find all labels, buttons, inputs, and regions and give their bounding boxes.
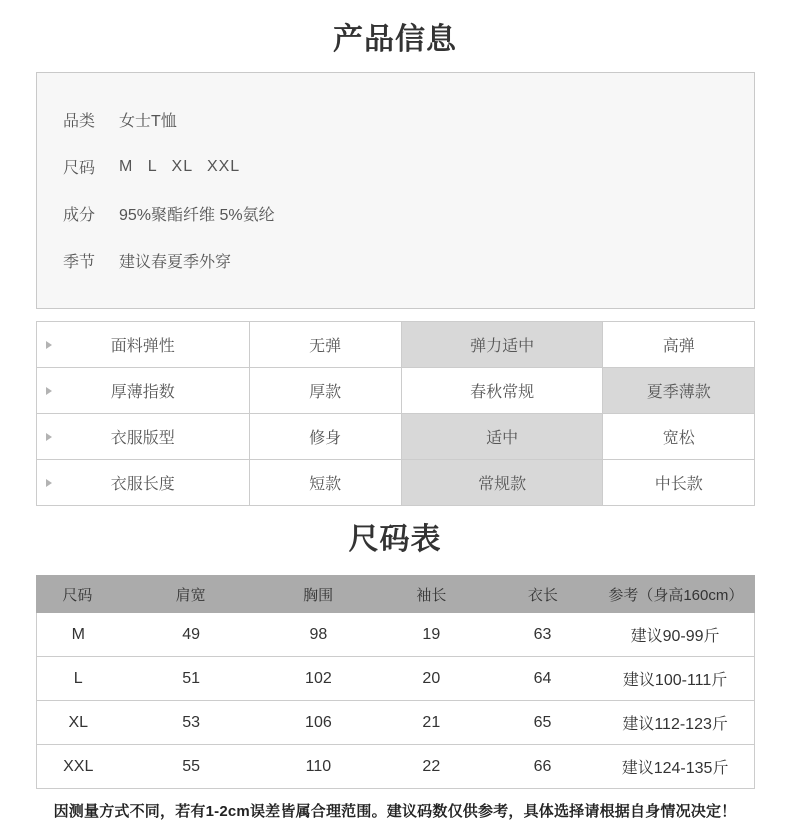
triangle-right-icon [46, 433, 52, 441]
attribute-option: 弹力适中 [470, 338, 535, 355]
cell-reference: 建议124-135斤 [621, 760, 729, 777]
info-value-category: 女士T恤 [119, 113, 177, 130]
size-table-body [36, 613, 755, 789]
table-row [37, 657, 754, 701]
attribute-option-cell [402, 368, 604, 414]
product-info-row [63, 237, 754, 284]
attribute-option-cell [250, 460, 402, 506]
attribute-option: 宽松 [662, 430, 695, 447]
attribute-name: 衣服版型 [110, 430, 175, 447]
attribute-option-cell [402, 460, 604, 506]
attribute-name-cell [37, 368, 250, 414]
attribute-option: 夏季薄款 [646, 384, 711, 401]
attribute-row-length [37, 460, 755, 506]
attribute-option: 春秋常规 [470, 384, 535, 401]
cell-garment-length: 63 [533, 625, 552, 643]
cell-shoulder: 49 [182, 625, 201, 643]
info-value-composition: 95%聚酯纤维 5%氨纶 [119, 207, 275, 224]
cell-reference: 建议100-111斤 [622, 672, 728, 689]
attribute-option: 修身 [309, 430, 342, 447]
header-sleeve: 袖长 [416, 586, 447, 604]
attribute-option: 适中 [486, 430, 519, 447]
attribute-name: 厚薄指数 [110, 384, 175, 401]
info-label-composition: 成分 [63, 207, 96, 224]
attribute-name-cell [37, 414, 250, 460]
attribute-table [36, 321, 755, 506]
attribute-option-cell [250, 368, 402, 414]
cell-garment-length: 64 [533, 669, 552, 687]
attribute-option-cell [250, 322, 402, 368]
cell-shoulder: 51 [182, 669, 201, 687]
attribute-option-cell [402, 414, 604, 460]
cell-sleeve: 19 [422, 625, 441, 643]
header-size: 尺码 [62, 586, 93, 604]
info-value-season: 建议春夏季外穿 [119, 254, 232, 271]
header-reference: 参考（身高160cm） [608, 586, 744, 604]
triangle-right-icon [46, 341, 52, 349]
size-table-header [36, 575, 755, 613]
attribute-name-cell [37, 460, 250, 506]
page-title: 产品信息 [333, 23, 457, 56]
cell-size: L [73, 669, 83, 687]
cell-size: XXL [63, 757, 94, 775]
cell-shoulder: 55 [182, 757, 201, 775]
attribute-name-cell [37, 322, 250, 368]
cell-bust: 106 [305, 713, 332, 731]
table-row [37, 745, 754, 789]
attribute-option-cell [603, 322, 754, 368]
cell-sleeve: 20 [422, 669, 441, 687]
size-chart-title: 尺码表 [348, 523, 442, 556]
size-table [36, 575, 755, 789]
cell-bust: 102 [305, 669, 332, 687]
cell-sleeve: 21 [422, 713, 441, 731]
measurement-disclaimer: 因测量方式不同，若有1-2cm误差皆属合理范围。建议码数仅供参考，具体选择请根据自身情况决定！ [53, 803, 737, 820]
info-label-season: 季节 [63, 254, 96, 271]
attribute-option-cell [402, 322, 604, 368]
info-label-size: 尺码 [63, 160, 96, 177]
header-garment-length: 衣长 [527, 586, 558, 604]
cell-bust: 110 [305, 757, 332, 775]
attribute-option-cell [250, 414, 402, 460]
attribute-option: 短款 [309, 476, 342, 493]
attribute-option: 中长款 [654, 476, 703, 493]
cell-sleeve: 22 [422, 757, 441, 775]
cell-reference: 建议90-99斤 [630, 628, 720, 645]
info-value-size: M L XL XXL [119, 157, 241, 175]
attribute-option-cell [603, 368, 754, 414]
cell-reference: 建议112-123斤 [622, 716, 728, 733]
attribute-option-cell [603, 460, 754, 506]
table-row [37, 613, 754, 657]
cell-garment-length: 65 [533, 713, 552, 731]
info-label-category: 品类 [63, 113, 96, 130]
product-info-row [63, 96, 754, 143]
attribute-option-cell [603, 414, 754, 460]
header-bust: 胸围 [303, 586, 334, 604]
cell-size: XL [68, 713, 89, 731]
table-row [37, 701, 754, 745]
cell-shoulder: 53 [182, 713, 201, 731]
header-shoulder: 肩宽 [175, 586, 206, 604]
attribute-name: 面料弹性 [110, 338, 175, 355]
product-info-box [36, 72, 755, 309]
product-info-row [63, 143, 754, 190]
attribute-option: 常规款 [478, 476, 527, 493]
triangle-right-icon [46, 387, 52, 395]
attribute-option: 无弹 [309, 338, 342, 355]
attribute-row-fit [37, 414, 755, 460]
attribute-row-elasticity [37, 322, 755, 368]
attribute-option: 厚款 [309, 384, 342, 401]
cell-garment-length: 66 [533, 757, 552, 775]
attribute-option: 高弹 [662, 338, 695, 355]
triangle-right-icon [46, 479, 52, 487]
attribute-name: 衣服长度 [110, 476, 175, 493]
cell-size: M [71, 625, 85, 643]
attribute-row-thickness [37, 368, 755, 414]
product-info-row [63, 190, 754, 237]
cell-bust: 98 [309, 625, 328, 643]
